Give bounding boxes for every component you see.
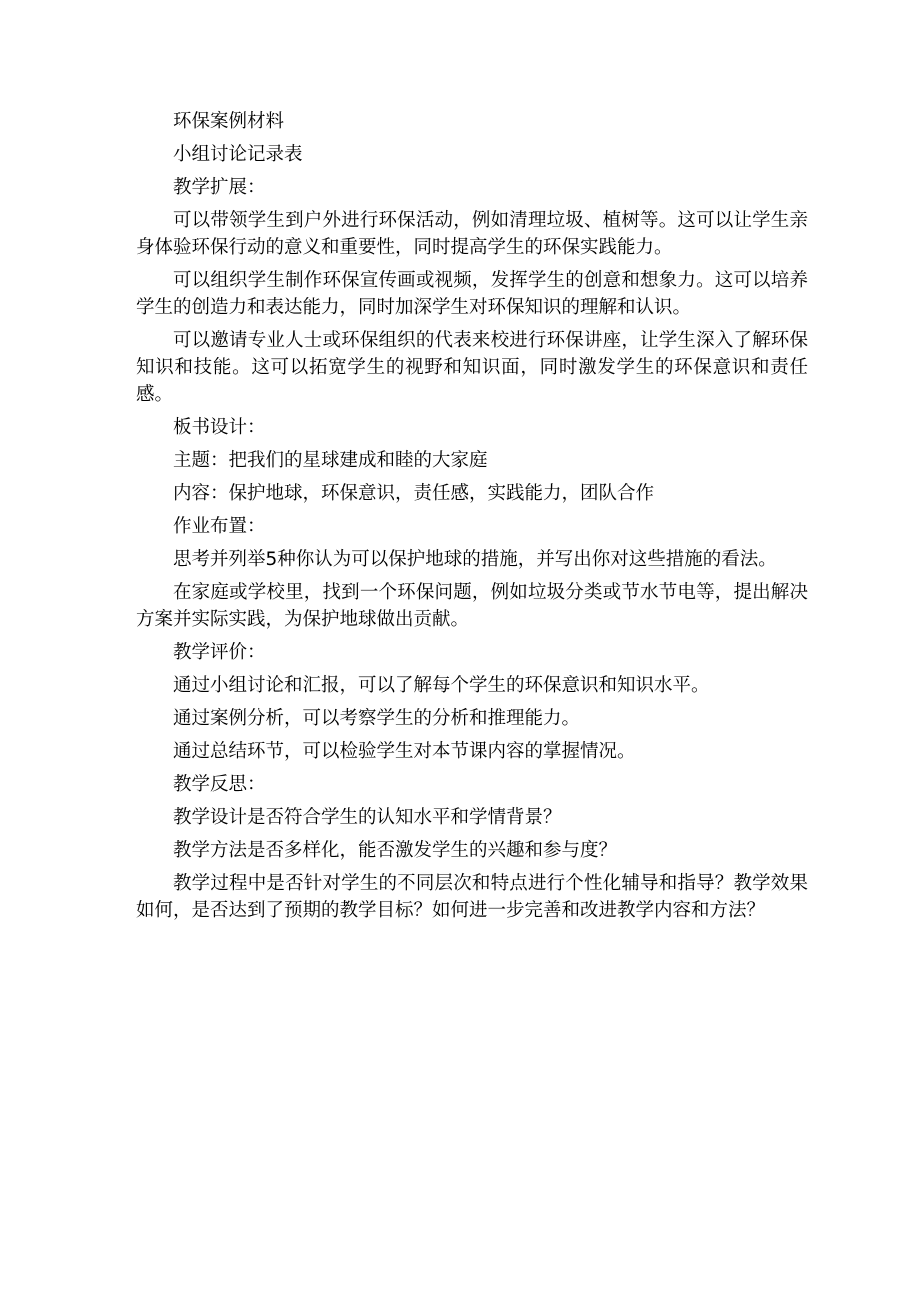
reflection-item-3: 教学过程中是否针对学生的不同层次和特点进行个性化辅导和指导？教学效果如何，是否达到了预期的教学目标？如何进一步完善和改进教学内容和方法？ — [136, 873, 808, 921]
homework-item-1: 思考并列举5种你认为可以保护地球的措施，并写出你对这些措施的看法。 — [173, 549, 777, 570]
section-heading-reflection: 教学反思： — [173, 774, 266, 795]
board-design-content: 内容：保护地球，环保意识，责任感，实践能力，团队合作 — [173, 483, 655, 504]
document-page — [136, 108, 808, 924]
section-heading-evaluation: 教学评价： — [173, 642, 266, 663]
reflection-item-2: 教学方法是否多样化，能否激发学生的兴趣和参与度？ — [173, 840, 618, 861]
material-title: 环保案例材料 — [173, 111, 285, 132]
extension-paragraph-1: 可以带领学生到户外进行环保活动，例如清理垃圾、植树等。这可以让学生亲身体验环保行动的意义和重要性，同时提高学生的环保实践能力。 — [136, 210, 808, 258]
section-heading-board-design: 板书设计： — [173, 417, 266, 438]
evaluation-item-2: 通过案例分析，可以考察学生的分析和推理能力。 — [173, 708, 581, 729]
section-heading-extension: 教学扩展： — [173, 177, 266, 198]
evaluation-item-1: 通过小组讨论和汇报，可以了解每个学生的环保意识和知识水平。 — [173, 675, 710, 696]
section-heading-homework: 作业布置： — [173, 516, 266, 537]
reflection-item-1: 教学设计是否符合学生的认知水平和学情背景？ — [173, 807, 562, 828]
record-form-title: 小组讨论记录表 — [173, 144, 303, 165]
extension-paragraph-2: 可以组织学生制作环保宣传画或视频，发挥学生的创意和想象力。这可以培养学生的创造力和表达能力，同时加深学生对环保知识的理解和认识。 — [136, 270, 808, 318]
extension-paragraph-3: 可以邀请专业人士或环保组织的代表来校进行环保讲座，让学生深入了解环保知识和技能。这可以拓宽学生的视野和知识面，同时激发学生的环保意识和责任感。 — [136, 330, 808, 405]
board-design-theme: 主题：把我们的星球建成和睦的大家庭 — [173, 450, 488, 471]
homework-item-2: 在家庭或学校里，找到一个环保问题，例如垃圾分类或节水节电等，提出解决方案并实际实践，为保护地球做出贡献。 — [136, 582, 808, 630]
evaluation-item-3: 通过总结环节，可以检验学生对本节课内容的掌握情况。 — [173, 741, 636, 762]
